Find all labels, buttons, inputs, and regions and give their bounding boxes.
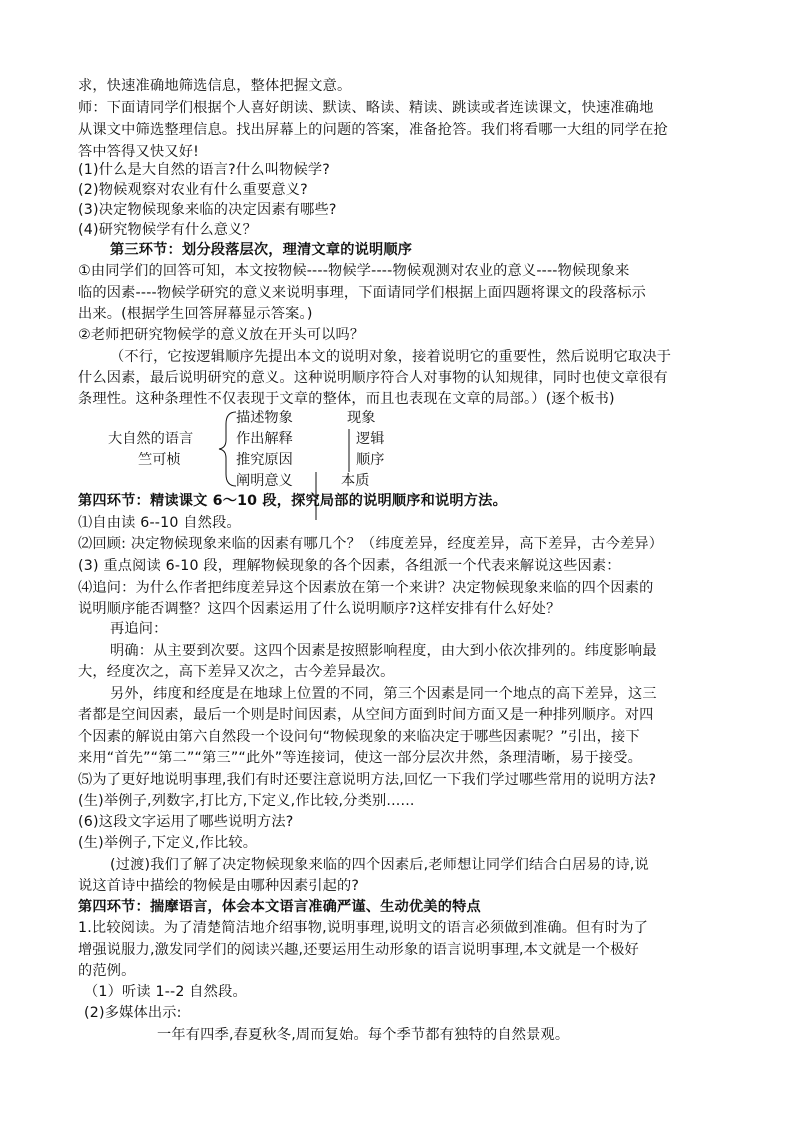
text-line: 个因素的解说由第六自然段一个设问句“物候现象的来临决定于哪些因素呢？”引出，接下 (78, 729, 640, 745)
board-right: 顺序 (356, 452, 385, 468)
question-2: (2)物候观察对农业有什么重要意义? (78, 182, 308, 198)
board-right: 本质 (341, 473, 370, 489)
text-line: ⑸为了更好地说明事理,我们有时还要注意说明方法,回忆一下我们学过哪些常用的说明方法? (78, 772, 657, 788)
board-title: 大自然的语言 (108, 431, 194, 447)
text-line: ②老师把研究物候学的意义放在开头可以吗？ (78, 327, 365, 343)
text-line: ⑷追问：为什么作者把纬度差异这个因素放在第一个来讲？决定物候现象来临的四个因素的 (78, 580, 654, 596)
text-line: ⑵回顾: 决定物候现象来临的因素有哪几个？（纬度差异，经度差异，高下差异，古今差异） (78, 536, 664, 552)
text-line: （不行，它按逻辑顺序先提出本文的说明对象，接着说明它的重要性，然后说明它取决于 (110, 349, 672, 365)
text-line: 答中答得又快又好! (78, 144, 199, 160)
text-line: （1）听读 1--2 自然段。 (84, 984, 247, 1000)
text-line: 明确：从主要到次要。这四个因素是按照影响程度，由大到小依次排列的。纬度影响最 (110, 643, 657, 659)
text-line: (过渡)我们了解了决定物候现象来临的四个因素后,老师想让同学们结合白居易的诗,说 (110, 857, 649, 873)
text-line: 来用“首先”“第二”“第三”“此外”等连接词，使这一部分层次井然，条理清晰，易于接受。 (78, 750, 642, 766)
quoted-text: 一年有四季,春夏秋冬,周而复始。每个季节都有独特的自然景观。 (157, 1027, 570, 1043)
text-line: 临的因素----物候学研究的意义来说明事理，下面请同学们根据上面四题将课文的段落标示 (78, 285, 647, 301)
section-heading-4b: 第四环节：揣摩语言，体会本文语言准确严谨、生动优美的特点 (78, 899, 481, 915)
question-1: (1)什么是大自然的语言?什么叫物候学? (78, 162, 330, 178)
text-line: (6)这段文字运用了哪些说明方法? (78, 814, 294, 830)
text-line: 者都是空间因素，最后一个则是时间因素，从空间方面到时间方面又是一种排列顺序。对四 (78, 707, 654, 723)
section-heading-3: 第三环节：划分段落层次，理清文章的说明顺序 (110, 242, 413, 258)
board-item: 描述物象 (236, 410, 293, 426)
text-line: (3) 重点阅读 6-10 段，理解物候现象的各个因素，各组派一个代表来解说这些因素： (78, 558, 621, 574)
text-line: 的范例。 (78, 963, 136, 979)
text-line: 大，经度次之，高下差异又次之，古今差异最次。 (78, 664, 395, 680)
text-line: ⑴自由读 6--10 自然段。 (78, 515, 241, 531)
text-line: ①由同学们的回答可知，本文按物候----物候学----物候观测对农业的意义----物候现象来 (78, 263, 630, 279)
board-item: 作出解释 (236, 431, 293, 447)
text-line: 1.比较阅读。为了清楚简洁地介绍事物,说明事理,说明文的语言必须做到准确。但有时为了 (78, 920, 649, 936)
text-line: (生)举例子,列数字,打比方,下定义,作比较,分类别...... (78, 793, 415, 809)
board-item: 推究原因 (236, 452, 293, 468)
question-3: (3)决定物候现象来临的决定因素有哪些? (78, 202, 337, 218)
question-4: (4)研究物候学有什么意义？ (78, 222, 257, 238)
text-line: 师：下面请同学们根据个人喜好朗读、默读、略读、精读、跳读或者连读课文，快速准确地 (78, 100, 654, 116)
text-line: 什么因素，最后说明研究的意义。这种说明顺序符合人对事物的认知规律，同时也使文章很有 (78, 370, 668, 386)
text-line: 增强说服力,激发同学们的阅读兴趣,还要运用生动形象的语言说明事理,本文就是一个极好 (78, 942, 639, 958)
text-line: 说明顺序能否调整？这四个因素运用了什么说明顺序?这样安排有什么好处？ (78, 601, 561, 617)
text-line: 说这首诗中描绘的物候是由哪种因素引起的? (78, 878, 360, 894)
text-line: 求，快速准确地筛选信息，整体把握文意。 (78, 78, 352, 94)
text-line: 从课文中筛选整理信息。找出屏幕上的问题的答案，准备抢答。我们将看哪一大组的同学在抢 (78, 122, 668, 138)
text-line: (生)举例子,下定义,作比较。 (78, 835, 258, 851)
section-heading-4: 第四环节：精读课文 6～10 段，探究局部的说明顺序和说明方法。 (78, 493, 507, 509)
board-right: 逻辑 (356, 431, 385, 447)
text-line: 出来。(根据学生回答屏幕显示答案。) (78, 306, 313, 322)
text-line: (2)多媒体出示: (84, 1005, 182, 1021)
board-item: 阐明意义 (236, 473, 293, 489)
text-line: 另外，纬度和经度是在地球上位置的不同，第三个因素是同一个地点的高下差异，这三 (110, 686, 657, 702)
text-line: 再追问： (110, 621, 168, 637)
text-line: 条理性。这种条理性不仅表现于文章的整体，而且也表现在文章的局部。）(逐个板书) (78, 391, 615, 407)
board-author: 竺可桢 (138, 452, 181, 468)
board-right: 现象 (347, 410, 376, 426)
